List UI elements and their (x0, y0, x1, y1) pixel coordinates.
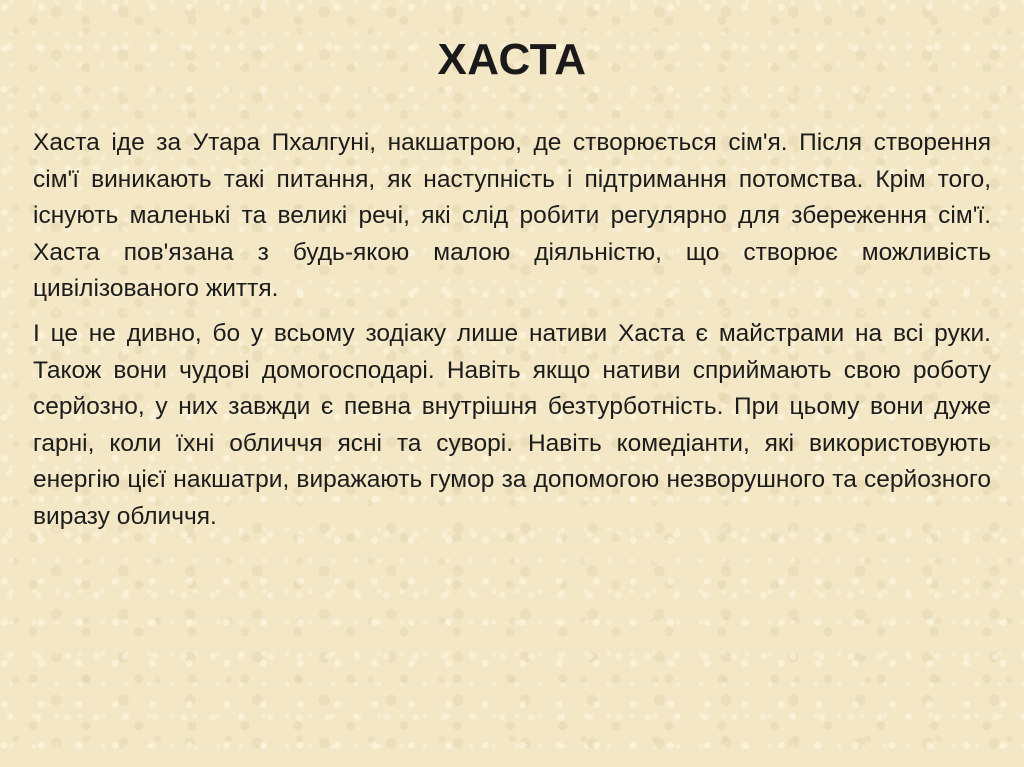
slide-title: ХАСТА (437, 35, 587, 84)
paragraph-1: Хаста іде за Утара Пхалгуні, накшатрою, де створюється сім'я. Після створення сім'ї виникають такі питання, як наступність і підтримання потомства. Крім того, існують маленькі та великі речі, які слід робити регулярно для збереження сім'ї. Хаста пов'язана з будь-якою малою діяльністю, що створює можливість цивілізованого життя. (33, 129, 991, 303)
paragraph-2: І це не дивно, бо у всьому зодіаку лише нативи Хаста є майстрами на всі руки. Також вони чудові домогосподарі. Навіть якщо нативи сприймають свою роботу серйозно, у них завжди є певна внутрішня безтурботність. При цьому вони дуже гарні, коли їхні обличчя ясні та суворі. Навіть комедіанти, які використовують енергію цієї накшатри, виражають гумор за допомогою незворушного та серйозного виразу обличчя. (33, 319, 991, 530)
slide-body (33, 125, 991, 544)
